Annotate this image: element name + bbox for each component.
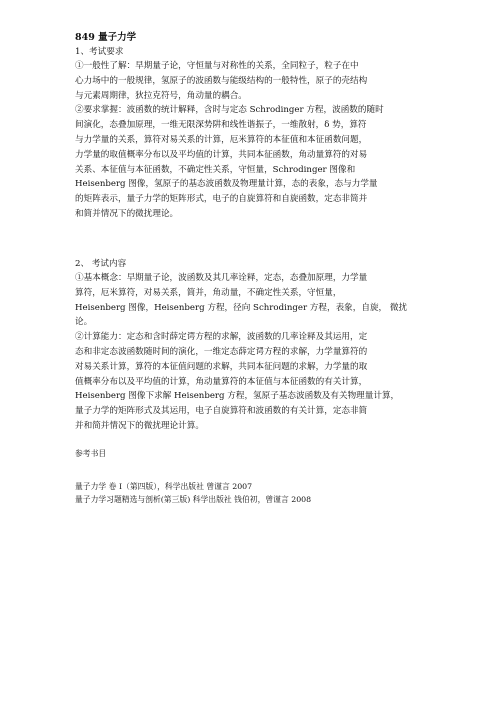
text-line: 算符，厄米算符，对易关系，简并，角动量，不确定性关系，守恒量， xyxy=(75,287,342,298)
text-line: Heisenberg 图像，氢原子的基态波函数及物理量计算，态的表象，态与力学量 xyxy=(75,179,378,190)
reference-item: 量子力学习题精选与剖析(第三版) 科学出版社 钱伯初，曾谨言 2008 xyxy=(75,495,312,504)
text-line: Heisenberg 图像下求解 Heisenberg 方程，氢原子基态波函数及有关物理量计算， xyxy=(75,391,400,402)
text-line: ②要求掌握：波函数的统计解释，含时与定态 Schrodinger 方程，波函数的随时 xyxy=(75,105,384,116)
text-line: 关系、本征值与本征函数，不确定性关系，守恒量，Schrodinger 图像和 xyxy=(75,164,356,175)
text-line: 对易关系计算，算符的本征值问题的求解，共同本征问题的求解，力学量的取 xyxy=(75,361,368,372)
section2-heading xyxy=(75,257,435,272)
section2-body xyxy=(75,271,435,434)
document-title: 849 量子力学 xyxy=(75,32,137,43)
text-line: ②计算能力：定态和含时薛定谔方程的求解，波函数的几率诠释及其运用，定 xyxy=(75,332,368,343)
text-line: 的矩阵表示，量子力学的矩阵形式，电子的自旋算符和自旋函数，定态非简并 xyxy=(75,194,368,205)
text-line: 间演化，态叠加原理，一维无限深势阱和线性谐振子，一维散射，δ 势，算符 xyxy=(75,120,367,131)
text-line: 和简并情况下的微扰理论。 xyxy=(75,208,179,219)
text-line: 论。 xyxy=(75,317,93,328)
text-line: 与力学量的关系，算符对易关系的计算，厄米算符的本征值和本征函数问题， xyxy=(75,134,368,145)
text-line: 量子力学的矩阵形式及其运用，电子自旋算符和波函数的有关计算，定态非简 xyxy=(75,406,368,417)
references-heading: 参考书目 xyxy=(75,449,107,458)
section-heading: 1、考试要求 xyxy=(75,47,124,57)
text-line: 并和简并情况下的微扰理论计算。 xyxy=(75,420,204,431)
text-line: Heisenberg 图像，Heisenberg 方程，径向 Schrodinger 方程，表象，自旋， 微扰 xyxy=(75,302,408,313)
text-line: 力学量的取值概率分布以及平均值的计算，共同本征函数，角动量算符的对易 xyxy=(75,149,368,160)
section1-body xyxy=(75,59,435,222)
text-line: 态和非定态波函数随时间的演化，一维定态薛定谔方程的求解，力学量算符的 xyxy=(75,346,368,357)
references xyxy=(75,447,435,506)
reference-item: 量子力学 卷 I（第四版），科学出版社 曾谨言 2007 xyxy=(75,482,253,491)
text-line: 与元素周期律，狄拉克符号，角动量的耦合。 xyxy=(75,90,247,101)
section1-heading xyxy=(75,45,435,60)
text-line: ①基本概念：早期量子论，波函数及其几率诠释，定态，态叠加原理，力学量 xyxy=(75,273,368,283)
section-heading: 2、 考试内容 xyxy=(75,259,127,269)
text-line: 心力场中的一般规律，氢原子的波函数与能级结构的一般特性，原子的壳结构 xyxy=(75,75,368,86)
text-line: 值概率分布以及平均值的计算，角动量算符的本征值与本征函数的有关计算， xyxy=(75,376,368,387)
text-line: ①一般性了解：早期量子论，守恒量与对称性的关系，全同粒子，粒子在中 xyxy=(75,61,359,71)
